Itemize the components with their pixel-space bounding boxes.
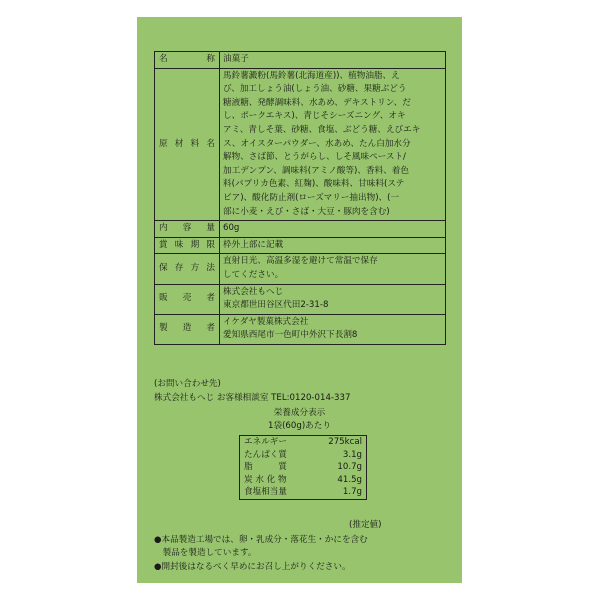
row-best-before [155, 237, 446, 254]
nutrition-value: 1.7g [342, 487, 362, 498]
key-net-weight: 内容量 [155, 221, 220, 238]
key-storage: 保存方法 [155, 254, 220, 284]
nutrition-table [239, 435, 367, 500]
inquiry-title: (お問い合わせ先) [154, 379, 221, 389]
nutrition-title: 栄養成分表示 [273, 408, 326, 418]
row-net-weight [155, 221, 446, 238]
nutrition-row [240, 436, 367, 449]
nutrition-name: エネルギー [244, 437, 287, 447]
key-seller: 販売者 [155, 284, 220, 314]
nutrition-name: たんぱく質 [244, 449, 287, 460]
inquiry-line: 株式会社もへじ お客様相談室 TEL:0120-014-337 [154, 392, 351, 403]
nutrition-name: 食塩相当量 [244, 487, 287, 498]
row-storage [155, 254, 446, 284]
value-seller: 株式会社もへじ 東京都世田谷区代田2-31-8 [223, 286, 329, 311]
key-name: 名 称 [155, 52, 220, 69]
row-manufacturer [155, 314, 446, 344]
nutrition-basis: 1袋(60g)あたり [268, 420, 331, 431]
key-best-before: 賞味期限 [155, 237, 220, 254]
nutrition-header [137, 407, 462, 432]
product-info-table [154, 51, 446, 345]
nutrition-estimate: (推定値) [349, 520, 382, 530]
nutrition-name: 脂 質 [244, 462, 287, 473]
nutrition-row [240, 461, 367, 474]
row-seller [155, 284, 446, 314]
notes [154, 534, 454, 574]
nutrition-row [240, 486, 367, 499]
nutrition-row [240, 449, 367, 462]
nutrition-value: 3.1g [342, 449, 362, 460]
manufacturer-name: イケダヤ製菓株式会社 [223, 316, 309, 327]
value-net-weight: 60g [220, 221, 446, 238]
product-label [137, 17, 462, 583]
key-manufacturer: 製造者 [155, 314, 220, 344]
nutrition-value: 275kcal [328, 437, 362, 447]
inquiry [154, 378, 350, 405]
manufacturer-address: 愛知県西尾市一色町中外沢下長割8 [223, 330, 358, 341]
nutrition-value: 41.5g [337, 474, 362, 485]
value-storage: 直射日光、高温多湿を避けて常温で保存 してください。 [223, 256, 378, 280]
row-name [155, 52, 446, 69]
row-ingredients [155, 68, 446, 221]
value-best-before: 枠外上部に記載 [220, 237, 446, 254]
key-ingredients: 原材料名 [155, 68, 220, 221]
allergen-note: ●本品製造工場では、卵・乳成分・落花生・かにを含む 製品を製造しています。 [154, 535, 368, 559]
consume-note: ●開封後はなるべく早めにお召し上がりください。 [154, 561, 351, 572]
value-name: 油菓子 [220, 52, 446, 69]
nutrition-name: 炭 水 化 物 [244, 474, 287, 485]
value-ingredients: 馬鈴薯澱粉(馬鈴薯(北海道産))、植物油脂、え び、加工しょう油(しょう油、砂糖、果糖ぶどう 糖液糖、発酵調味料、水あめ、デキストリン、だ し、ポークエキス)、青じそシーズニング、オキ アミ、青しそ葉、砂糖、食塩、ぶどう糖、えびエキ ス、オイスターパウダー、水あめ、たん白加水分 解物、さば節、とうがらし、しそ風味ペースト/ 加工デンプン、調味料(アミノ酸等)、香料、着色 料(パプリカ色素、紅麹)、酸味料、甘味料(ステ ビア)、酸化防止剤(ローズマリー抽出物)、(一 部に小麦・えび・さば・大豆・豚肉を含む) [223, 70, 421, 217]
nutrition-value: 10.7g [337, 462, 362, 473]
nutrition-row [240, 474, 367, 487]
